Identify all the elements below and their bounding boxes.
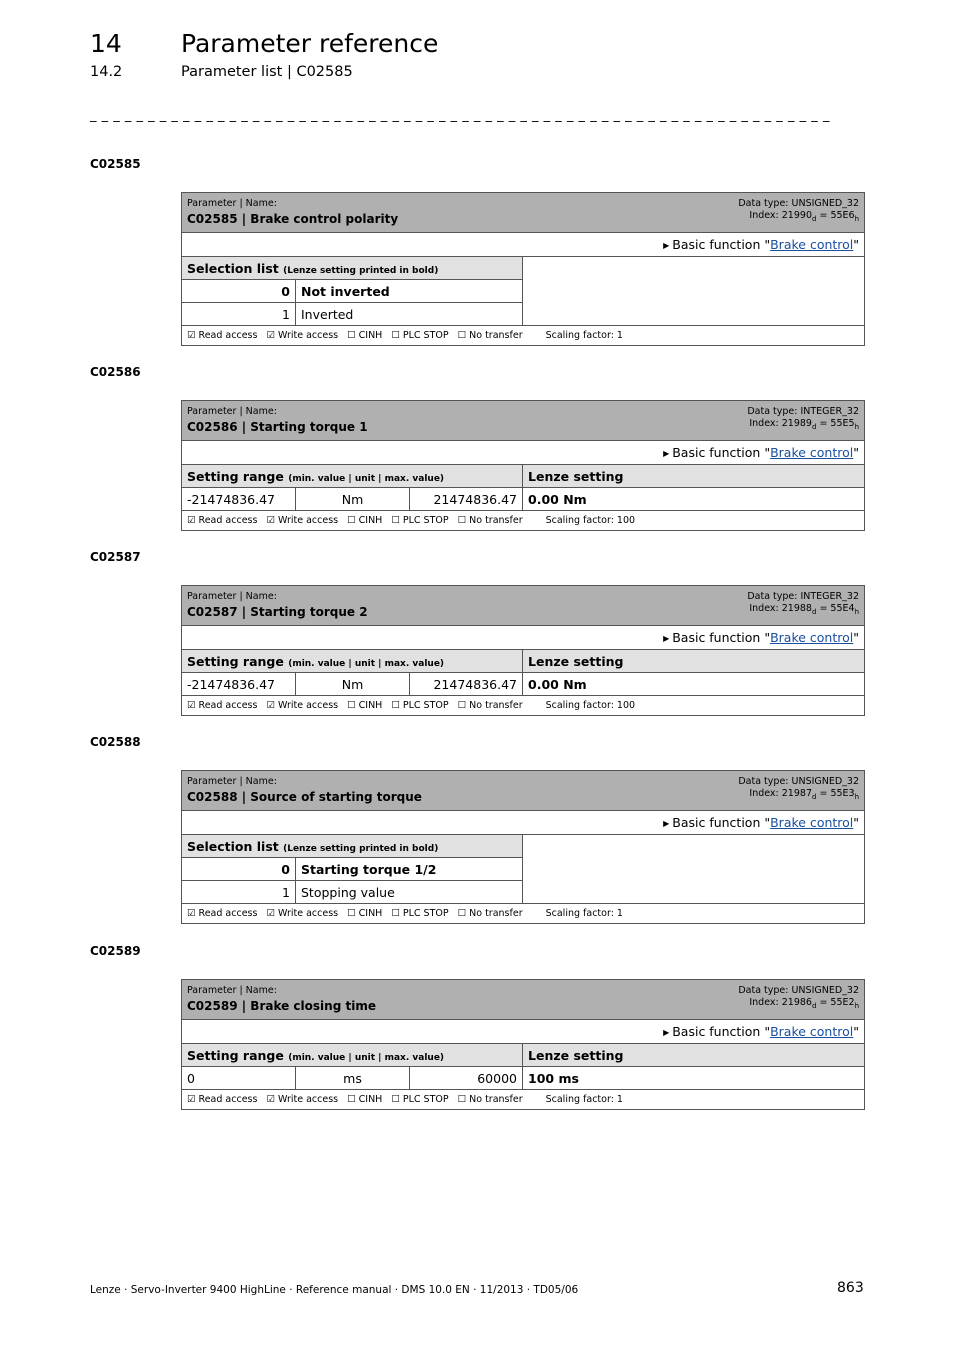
range-unit: Nm — [296, 488, 410, 511]
access-row: ☑ Read access ☑ Write access ☐ CINH ☐ PLC STOP ☐ No transfer Scaling factor: 1 — [182, 1090, 865, 1110]
param-name-label: Parameter | Name: — [187, 198, 277, 209]
selection-value: 0 — [182, 280, 296, 303]
triangle-right-icon: ▶ — [663, 1028, 670, 1037]
basic-function-link[interactable]: Brake control — [770, 445, 854, 460]
scaling-factor: Scaling factor: 100 — [545, 700, 636, 711]
selection-label: Inverted — [296, 303, 523, 326]
access-row: ☑ Read access ☑ Write access ☐ CINH ☐ PLC STOP ☐ No transfer Scaling factor: 1 — [182, 904, 865, 924]
scaling-factor: Scaling factor: 1 — [545, 908, 623, 919]
param-code-heading: C02588 — [90, 735, 141, 749]
data-type: Data type: UNSIGNED_32 — [738, 198, 860, 209]
setting-range-header: Setting range (min. value | unit | max. value) — [182, 1044, 523, 1067]
data-type: Data type: UNSIGNED_32 — [738, 985, 859, 996]
basic-function-link[interactable]: Brake control — [770, 237, 854, 252]
setting-range-header: Setting range (min. value | unit | max. value) — [182, 465, 523, 488]
footer-document-info: Lenze · Servo-Inverter 9400 HighLine · Reference manual · DMS 10.0 EN · 11/2013 · TD05/06 — [90, 1284, 579, 1296]
basic-function-link[interactable]: Brake control — [770, 1024, 854, 1039]
param-index: Index: $21990_d = 55E6_h$ — [749, 210, 860, 223]
triangle-right-icon: ▶ — [663, 819, 670, 828]
param-index: Index: $21989_d = 55E5_h$ — [749, 418, 859, 431]
param-name-label: Parameter | Name: — [187, 591, 277, 602]
lenze-setting-value: 100 ms — [523, 1067, 865, 1090]
empty-cell — [523, 835, 865, 904]
access-row: ☑ Read access ☑ Write access ☐ CINH ☐ PLC STOP ☐ No transfer Scaling factor: 1 — [182, 326, 865, 346]
scaling-factor: Scaling factor: 1 — [545, 1094, 623, 1105]
lenze-setting-header: Lenze setting — [523, 650, 865, 673]
param-code-heading: C02587 — [90, 550, 141, 564]
triangle-right-icon: ▶ — [663, 449, 670, 458]
param-name: C02589 | Brake closing time — [187, 999, 376, 1013]
basic-function-link[interactable]: Brake control — [770, 815, 854, 830]
param-header — [182, 193, 865, 233]
selection-value: 0 — [182, 858, 296, 881]
chapter-number: 14 — [90, 29, 122, 58]
lenze-setting-header: Lenze setting — [523, 1044, 865, 1067]
section-number: 14.2 — [90, 64, 123, 80]
basic-function-row: ▶ Basic function "Brake control" — [182, 626, 865, 650]
data-type: Data type: INTEGER_32 — [747, 591, 859, 602]
param-name-label: Parameter | Name: — [187, 985, 277, 996]
basic-function-row: ▶ Basic function "Brake control" — [182, 441, 865, 465]
triangle-right-icon: ▶ — [663, 634, 670, 643]
param-table — [181, 585, 865, 716]
section-title: Parameter list | C02585 — [181, 64, 353, 80]
selection-list-header: Selection list (Lenze setting printed in bold) — [182, 257, 523, 280]
range-max: 60000 — [410, 1067, 523, 1090]
range-min: -21474836.47 — [182, 673, 296, 696]
param-name: C02586 | Starting torque 1 — [187, 420, 368, 434]
range-unit: ms — [296, 1067, 410, 1090]
param-name-label: Parameter | Name: — [187, 406, 277, 417]
header-rule: _ _ _ _ _ _ _ _ _ _ _ _ _ _ _ _ _ _ _ _ _ _ _ _ _ _ _ _ _ _ _ _ _ _ _ _ _ _ _ _ _ _ _ _ _ _ _ _ _ _ _ _ _ _ _ _ _ _ _ _ _ _ _ _ — [90, 108, 830, 123]
access-row: ☑ Read access ☑ Write access ☐ CINH ☐ PLC STOP ☐ No transfer Scaling factor: 100 — [182, 511, 865, 531]
selection-list-header: Selection list (Lenze setting printed in bold) — [182, 835, 523, 858]
param-name: C02587 | Starting torque 2 — [187, 605, 368, 619]
setting-range-header: Setting range (min. value | unit | max. value) — [182, 650, 523, 673]
range-max: 21474836.47 — [410, 488, 523, 511]
selection-value: 1 — [182, 881, 296, 904]
selection-label: Stopping value — [296, 881, 523, 904]
selection-label: Not inverted — [296, 280, 523, 303]
scaling-factor: Scaling factor: 100 — [545, 515, 636, 526]
param-header — [182, 980, 865, 1020]
param-code-heading: C02585 — [90, 157, 141, 171]
access-row: ☑ Read access ☑ Write access ☐ CINH ☐ PLC STOP ☐ No transfer Scaling factor: 100 — [182, 696, 865, 716]
range-min: -21474836.47 — [182, 488, 296, 511]
param-name-label: Parameter | Name: — [187, 776, 277, 787]
basic-function-row: ▶ Basic function "Brake control" — [182, 233, 865, 257]
param-header — [182, 771, 865, 811]
param-table — [181, 400, 865, 531]
basic-function-row: ▶ Basic function "Brake control" — [182, 1020, 865, 1044]
triangle-right-icon: ▶ — [663, 241, 670, 250]
param-name: C02588 | Source of starting torque — [187, 790, 422, 804]
basic-function-row: ▶ Basic function "Brake control" — [182, 811, 865, 835]
param-code-heading: C02589 — [90, 944, 141, 958]
range-max: 21474836.47 — [410, 673, 523, 696]
param-header — [182, 401, 865, 441]
chapter-title: Parameter reference — [181, 29, 439, 58]
basic-function-link[interactable]: Brake control — [770, 630, 854, 645]
data-type: Data type: INTEGER_32 — [747, 406, 859, 417]
range-unit: Nm — [296, 673, 410, 696]
lenze-setting-value: 0.00 Nm — [523, 673, 865, 696]
data-type: Data type: UNSIGNED_32 — [738, 776, 860, 787]
param-table — [181, 770, 865, 924]
lenze-setting-value: 0.00 Nm — [523, 488, 865, 511]
param-name: C02585 | Brake control polarity — [187, 212, 399, 226]
page-number: 863 — [837, 1280, 864, 1296]
param-header — [182, 586, 865, 626]
param-table — [181, 979, 865, 1110]
param-code-heading: C02586 — [90, 365, 141, 379]
param-table — [181, 192, 865, 346]
selection-value: 1 — [182, 303, 296, 326]
selection-label: Starting torque 1/2 — [296, 858, 523, 881]
param-index: Index: $21987_d = 55E3_h$ — [749, 788, 860, 801]
param-index: Index: $21988_d = 55E4_h$ — [749, 603, 859, 616]
empty-cell — [523, 257, 865, 326]
param-index: Index: $21986_d = 55E2_h$ — [749, 997, 859, 1010]
scaling-factor: Scaling factor: 1 — [545, 330, 623, 341]
lenze-setting-header: Lenze setting — [523, 465, 865, 488]
range-min: 0 — [182, 1067, 296, 1090]
